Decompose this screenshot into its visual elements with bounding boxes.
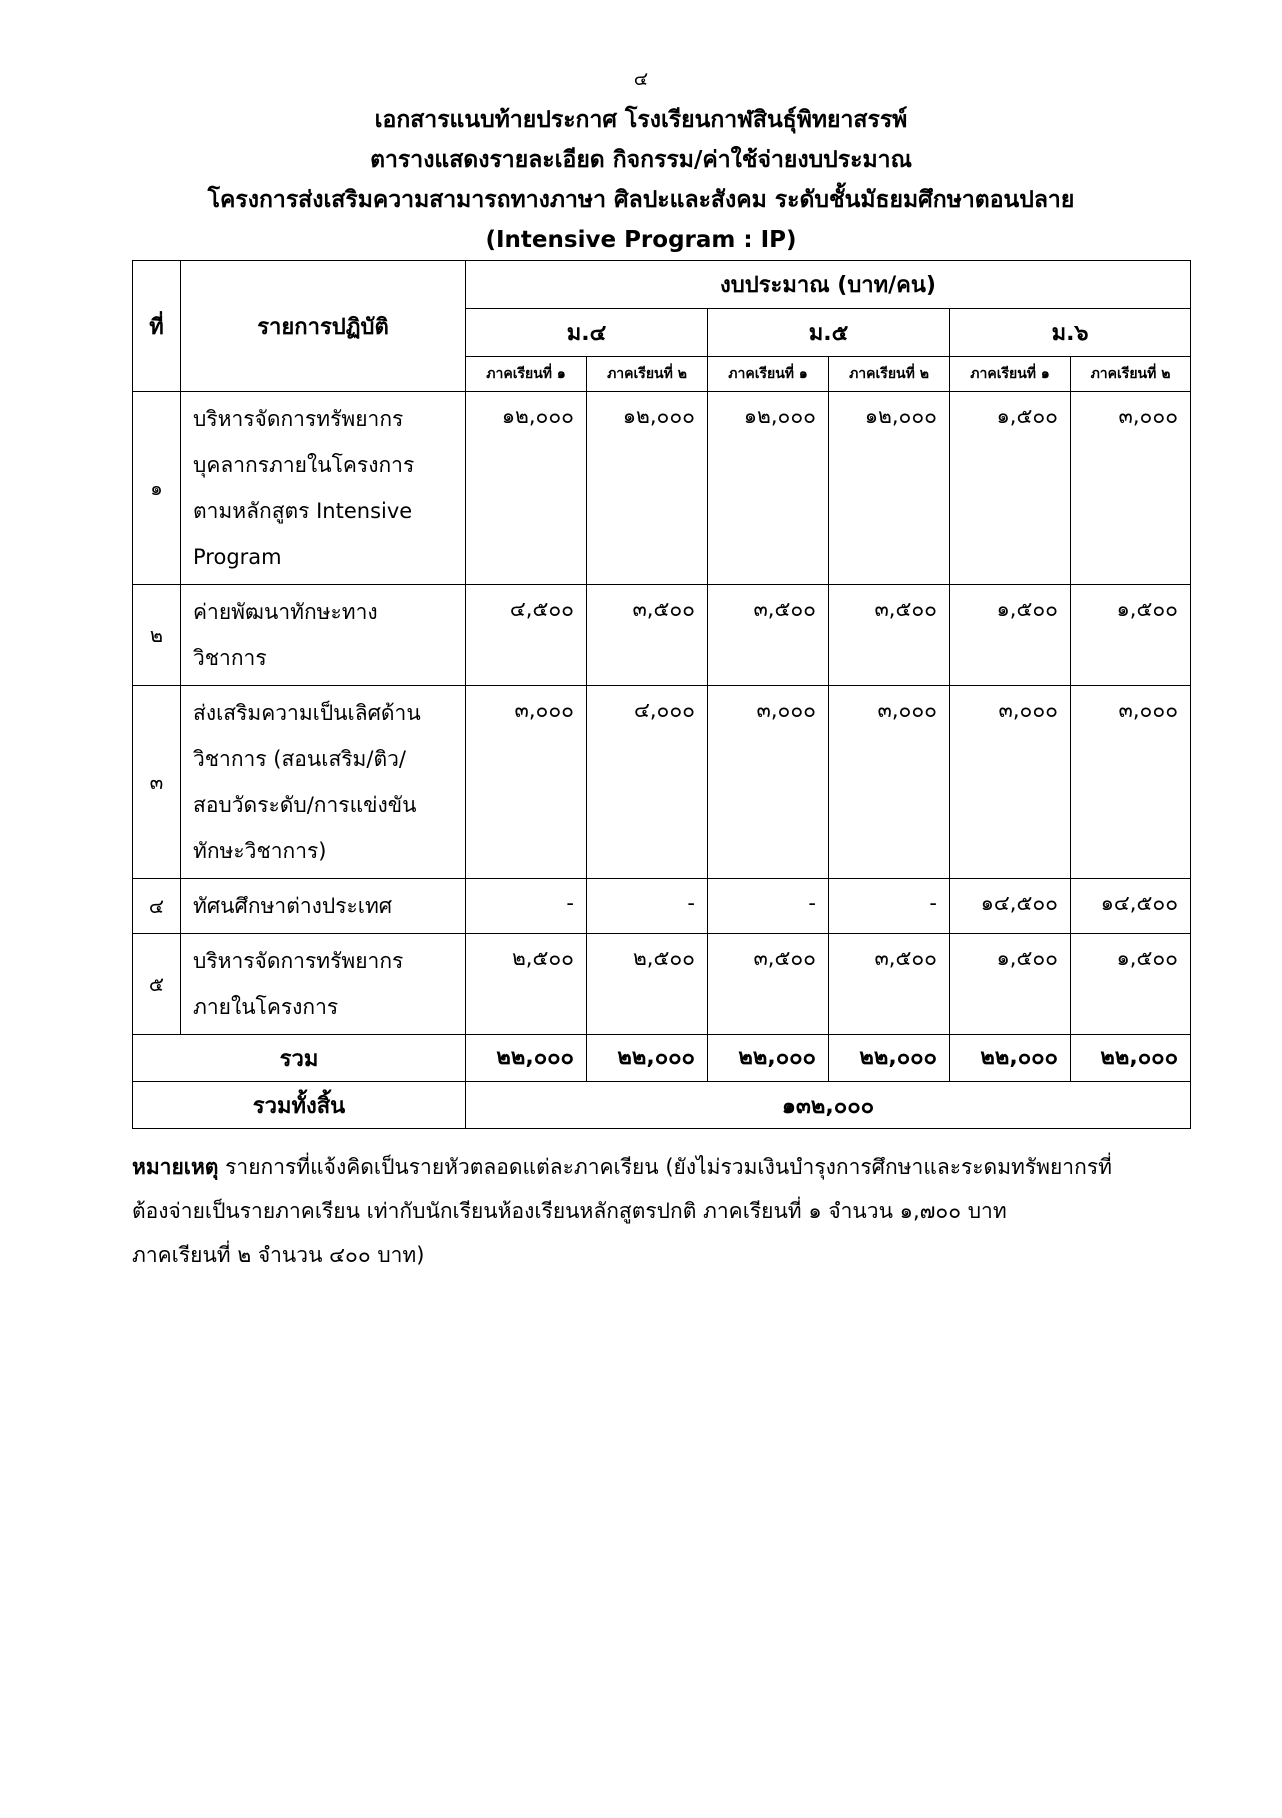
amount-cell: ๑,๕๐๐ bbox=[950, 934, 1071, 1035]
amount-cell: ๑,๕๐๐ bbox=[950, 392, 1071, 585]
heading-line-2: ตารางแสดงรายละเอียด กิจกรรม/ค่าใช้จ่ายงบประมาณ bbox=[370, 147, 912, 173]
activity-line: วิชาการ bbox=[193, 646, 267, 670]
amount-cell: ๑๒,๐๐๐ bbox=[708, 392, 829, 585]
activity-line: ทัศนศึกษาต่างประเทศ bbox=[193, 894, 393, 918]
amount-cell: ๑๒,๐๐๐ bbox=[466, 392, 587, 585]
header-budget: งบประมาณ (บาท/คน) bbox=[466, 261, 1191, 309]
activity-line: บุคลากรภายในโครงการ bbox=[193, 453, 415, 477]
activity-line: ส่งเสริมความเป็นเลิศด้าน bbox=[193, 701, 421, 725]
heading-line-4: (Intensive Program : IP) bbox=[485, 227, 797, 253]
amount-cell: ๑๒,๐๐๐ bbox=[829, 392, 950, 585]
amount-cell: ๓,๐๐๐ bbox=[708, 686, 829, 879]
amount-cell: ๑,๕๐๐ bbox=[1071, 585, 1191, 686]
activity-line: บริหารจัดการทรัพยากร bbox=[193, 949, 404, 973]
table-row bbox=[133, 879, 1191, 934]
row-number: ๔ bbox=[133, 879, 181, 934]
amount-cell: ๑๒,๐๐๐ bbox=[587, 392, 708, 585]
amount-cell: - bbox=[587, 879, 708, 934]
document-headings bbox=[0, 100, 1282, 260]
header-activity: รายการปฏิบัติ bbox=[181, 261, 466, 392]
activity-line: บริหารจัดการทรัพยากร bbox=[193, 407, 404, 431]
footnote-line-1 bbox=[132, 1145, 1190, 1189]
page-number: ๔ bbox=[633, 68, 649, 90]
row-number: ๑ bbox=[133, 392, 181, 585]
header-semester: ภาคเรียนที่ ๑ bbox=[708, 357, 829, 392]
footnote-line-3: ภาคเรียนที่ ๒ จำนวน ๔๐๐ บาท) bbox=[132, 1243, 425, 1267]
amount-cell: ๓,๐๐๐ bbox=[829, 686, 950, 879]
row-number: ๒ bbox=[133, 585, 181, 686]
activity-cell bbox=[181, 934, 466, 1035]
amount-cell: ๑,๕๐๐ bbox=[950, 585, 1071, 686]
amount-cell: ๓,๕๐๐ bbox=[708, 934, 829, 1035]
header-semester: ภาคเรียนที่ ๒ bbox=[829, 357, 950, 392]
header-grade-m4: ม.๔ bbox=[466, 309, 708, 357]
heading-line-1: เอกสารแนบท้ายประกาศ โรงเรียนกาฬสินธุ์พิทยาสรรพ์ bbox=[374, 107, 908, 133]
sum-cell: ๒๒,๐๐๐ bbox=[950, 1035, 1071, 1082]
budget-table bbox=[132, 260, 1191, 1129]
header-grade-m5: ม.๕ bbox=[708, 309, 950, 357]
header-no: ที่ bbox=[133, 261, 181, 392]
sum-cell: ๒๒,๐๐๐ bbox=[708, 1035, 829, 1082]
activity-line: Program bbox=[193, 545, 282, 569]
sum-cell: ๒๒,๐๐๐ bbox=[587, 1035, 708, 1082]
footnote-label: หมายเหตุ bbox=[132, 1155, 219, 1179]
grand-total-label: รวมทั้งสิ้น bbox=[133, 1082, 466, 1129]
footnote-text: รายการที่แจ้งคิดเป็นรายหัวตลอดแต่ละภาคเรียน (ยังไม่รวมเงินบำรุงการศึกษาและระดมทรัพยากรที่ bbox=[218, 1155, 1112, 1179]
header-semester: ภาคเรียนที่ ๒ bbox=[1071, 357, 1191, 392]
activity-line: ทักษะวิชาการ) bbox=[193, 839, 327, 863]
header-semester: ภาคเรียนที่ ๑ bbox=[950, 357, 1071, 392]
sum-cell: ๒๒,๐๐๐ bbox=[466, 1035, 587, 1082]
sum-label: รวม bbox=[133, 1035, 466, 1082]
amount-cell: ๓,๐๐๐ bbox=[950, 686, 1071, 879]
sum-row bbox=[133, 1035, 1191, 1082]
amount-cell: ๑๔,๕๐๐ bbox=[1071, 879, 1191, 934]
amount-cell: - bbox=[829, 879, 950, 934]
header-semester: ภาคเรียนที่ ๒ bbox=[587, 357, 708, 392]
header-semester: ภาคเรียนที่ ๑ bbox=[466, 357, 587, 392]
amount-cell: ๑๔,๕๐๐ bbox=[950, 879, 1071, 934]
amount-cell: ๓,๐๐๐ bbox=[1071, 392, 1191, 585]
activity-line: ตามหลักสูตร Intensive bbox=[193, 499, 413, 523]
activity-line: ค่ายพัฒนาทักษะทาง bbox=[193, 600, 378, 624]
activity-cell bbox=[181, 686, 466, 879]
row-number: ๓ bbox=[133, 686, 181, 879]
table-row bbox=[133, 585, 1191, 686]
row-number: ๕ bbox=[133, 934, 181, 1035]
grand-total-value: ๑๓๒,๐๐๐ bbox=[466, 1082, 1191, 1129]
amount-cell: ๓,๕๐๐ bbox=[708, 585, 829, 686]
amount-cell: ๓,๕๐๐ bbox=[829, 934, 950, 1035]
table-row bbox=[133, 392, 1191, 585]
amount-cell: ๔,๐๐๐ bbox=[587, 686, 708, 879]
amount-cell: ๒,๕๐๐ bbox=[587, 934, 708, 1035]
activity-line: สอบวัดระดับ/การแข่งขัน bbox=[193, 793, 417, 817]
sum-cell: ๒๒,๐๐๐ bbox=[829, 1035, 950, 1082]
activity-cell bbox=[181, 585, 466, 686]
amount-cell: ๑,๕๐๐ bbox=[1071, 934, 1191, 1035]
footnote bbox=[132, 1145, 1190, 1277]
amount-cell: ๓,๕๐๐ bbox=[587, 585, 708, 686]
header-grade-m6: ม.๖ bbox=[950, 309, 1191, 357]
activity-cell bbox=[181, 392, 466, 585]
amount-cell: ๒,๕๐๐ bbox=[466, 934, 587, 1035]
amount-cell: - bbox=[466, 879, 587, 934]
sum-cell: ๒๒,๐๐๐ bbox=[1071, 1035, 1191, 1082]
footnote-line-2: ต้องจ่ายเป็นรายภาคเรียน เท่ากับนักเรียนห้องเรียนหลักสูตรปกติ ภาคเรียนที่ ๑ จำนวน ๑,๗๐๐ บาท bbox=[132, 1199, 1007, 1223]
activity-line: วิชาการ (สอนเสริม/ติว/ bbox=[193, 747, 406, 771]
table-row bbox=[133, 934, 1191, 1035]
heading-line-3: โครงการส่งเสริมความสามารถทางภาษา ศิลปะและสังคม ระดับชั้นมัธยมศึกษาตอนปลาย bbox=[207, 187, 1075, 213]
amount-cell: ๓,๐๐๐ bbox=[1071, 686, 1191, 879]
amount-cell: ๓,๐๐๐ bbox=[466, 686, 587, 879]
activity-cell bbox=[181, 879, 466, 934]
amount-cell: ๔,๕๐๐ bbox=[466, 585, 587, 686]
grand-total-row bbox=[133, 1082, 1191, 1129]
table-row bbox=[133, 686, 1191, 879]
amount-cell: ๓,๕๐๐ bbox=[829, 585, 950, 686]
activity-line: ภายในโครงการ bbox=[193, 995, 339, 1019]
amount-cell: - bbox=[708, 879, 829, 934]
